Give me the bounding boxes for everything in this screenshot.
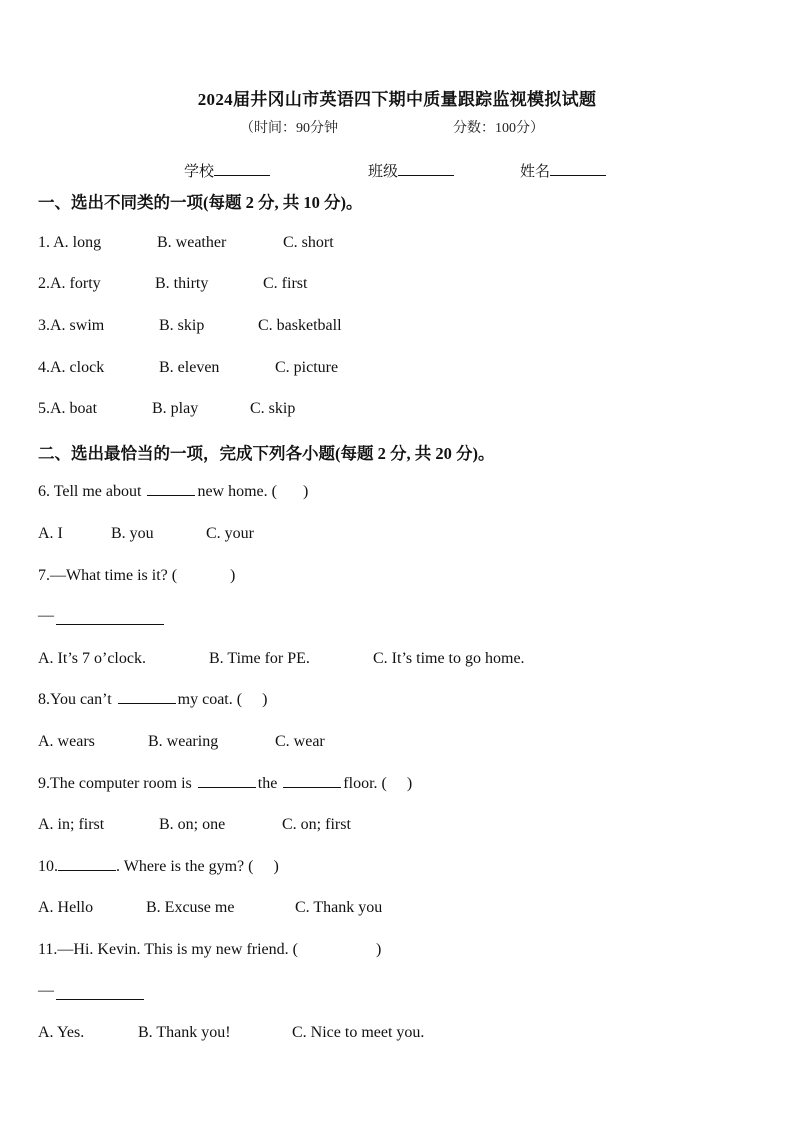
- q7-dash: —: [38, 607, 54, 624]
- q10-prompt-end: . Where is the gym? (: [116, 858, 254, 875]
- q6-option-a: A. I: [38, 525, 63, 542]
- q8-prompt-start: 8.You can’t: [38, 691, 112, 708]
- q11-dash: —: [38, 982, 54, 999]
- q11-prompt: 11.—Hi. Kevin. This is my new friend. (: [38, 941, 298, 958]
- name-blank[interactable]: [550, 161, 606, 176]
- q6-option-c: C. your: [206, 525, 254, 542]
- q3-option-a: 3.A. swim: [38, 317, 105, 334]
- q2-option-b: B. thirty: [155, 275, 209, 292]
- exam-score: 分数：100分）: [453, 121, 544, 136]
- q11-blank[interactable]: [56, 985, 144, 1000]
- q4-option-a: 4.A. clock: [38, 359, 105, 376]
- question-6: [38, 481, 308, 503]
- q8-option-a: A. wears: [38, 733, 95, 750]
- q9-prompt-mid: the: [257, 775, 278, 792]
- q7-prompt: 7.—What time is it? (: [38, 567, 178, 584]
- q9-option-c: C. on; first: [282, 816, 351, 833]
- q9-prompt-end: floor. (: [343, 775, 387, 792]
- q10-blank[interactable]: [58, 856, 116, 871]
- section-2-heading: 二、选出最恰当的一项，完成下列各小题(每题 2 分, 共 20 分)。: [38, 444, 495, 463]
- q10-prompt-start: 10.: [38, 858, 58, 875]
- question-9: [38, 773, 412, 795]
- q6-option-b: B. you: [111, 525, 154, 542]
- q2-option-a: 2.A. forty: [38, 275, 101, 292]
- q9-option-a: A. in; first: [38, 816, 105, 833]
- q8-blank[interactable]: [118, 689, 176, 704]
- exam-time: （时间：90分钟: [240, 121, 338, 136]
- q6-close-paren: ): [302, 483, 309, 500]
- q5-option-b: B. play: [152, 400, 199, 417]
- q3-option-b: B. skip: [159, 317, 205, 334]
- q11-close-paren: ): [376, 941, 382, 958]
- page-title: 2024届井冈山市英语四下期中质量跟踪监视模拟试题: [197, 90, 597, 109]
- school-label: 学校: [184, 164, 215, 180]
- q4-option-b: B. eleven: [159, 359, 220, 376]
- q7-option-b: B. Time for PE.: [209, 650, 310, 667]
- q8-option-c: C. wear: [275, 733, 325, 750]
- class-blank[interactable]: [398, 161, 454, 176]
- section-1-heading: 一、选出不同类的一项(每题 2 分, 共 10 分)。: [38, 193, 363, 212]
- question-8: [38, 689, 267, 711]
- q7-blank[interactable]: [56, 610, 164, 625]
- q11-option-b: B. Thank you!: [138, 1024, 231, 1041]
- q8-close-paren: ): [262, 691, 268, 708]
- q9-blank-2[interactable]: [283, 773, 341, 788]
- q9-option-b: B. on; one: [159, 816, 226, 833]
- q3-option-c: C. basketball: [258, 317, 342, 334]
- q7-option-a: A. It’s 7 o’clock.: [38, 650, 146, 667]
- name-field[interactable]: [520, 160, 606, 181]
- q11-option-a: A. Yes.: [38, 1024, 85, 1041]
- q6-prompt-start: 6. Tell me about: [38, 483, 142, 500]
- q8-option-b: B. wearing: [148, 733, 219, 750]
- question-10: [38, 856, 279, 878]
- q1-option-c: C. short: [283, 234, 334, 251]
- q9-close-paren: ): [406, 775, 413, 792]
- q7-option-c: C. It’s time to go home.: [373, 650, 525, 667]
- school-field[interactable]: [184, 160, 270, 181]
- q10-close-paren: ): [273, 858, 279, 875]
- q9-prompt-start: 9.The computer room is: [38, 775, 192, 792]
- class-field[interactable]: [368, 160, 454, 181]
- q2-option-c: C. first: [263, 275, 308, 292]
- school-blank[interactable]: [214, 161, 270, 176]
- class-label: 班级: [368, 164, 399, 180]
- q5-option-c: C. skip: [250, 400, 296, 417]
- q8-prompt-end: my coat. (: [177, 691, 243, 708]
- q6-prompt-end: new home. (: [197, 483, 277, 500]
- q10-option-b: B. Excuse me: [146, 899, 235, 916]
- q6-blank[interactable]: [147, 481, 195, 496]
- q11-option-c: C. Nice to meet you.: [292, 1024, 425, 1041]
- q1-option-b: B. weather: [157, 234, 227, 251]
- q5-option-a: 5.A. boat: [38, 400, 98, 417]
- q10-option-a: A. Hello: [38, 899, 94, 916]
- q1-option-a: 1. A. long: [38, 234, 102, 251]
- q9-blank-1[interactable]: [198, 773, 256, 788]
- name-label: 姓名: [520, 164, 551, 180]
- q10-option-c: C. Thank you: [295, 899, 383, 916]
- q7-close-paren: ): [230, 567, 236, 584]
- q4-option-c: C. picture: [275, 359, 339, 376]
